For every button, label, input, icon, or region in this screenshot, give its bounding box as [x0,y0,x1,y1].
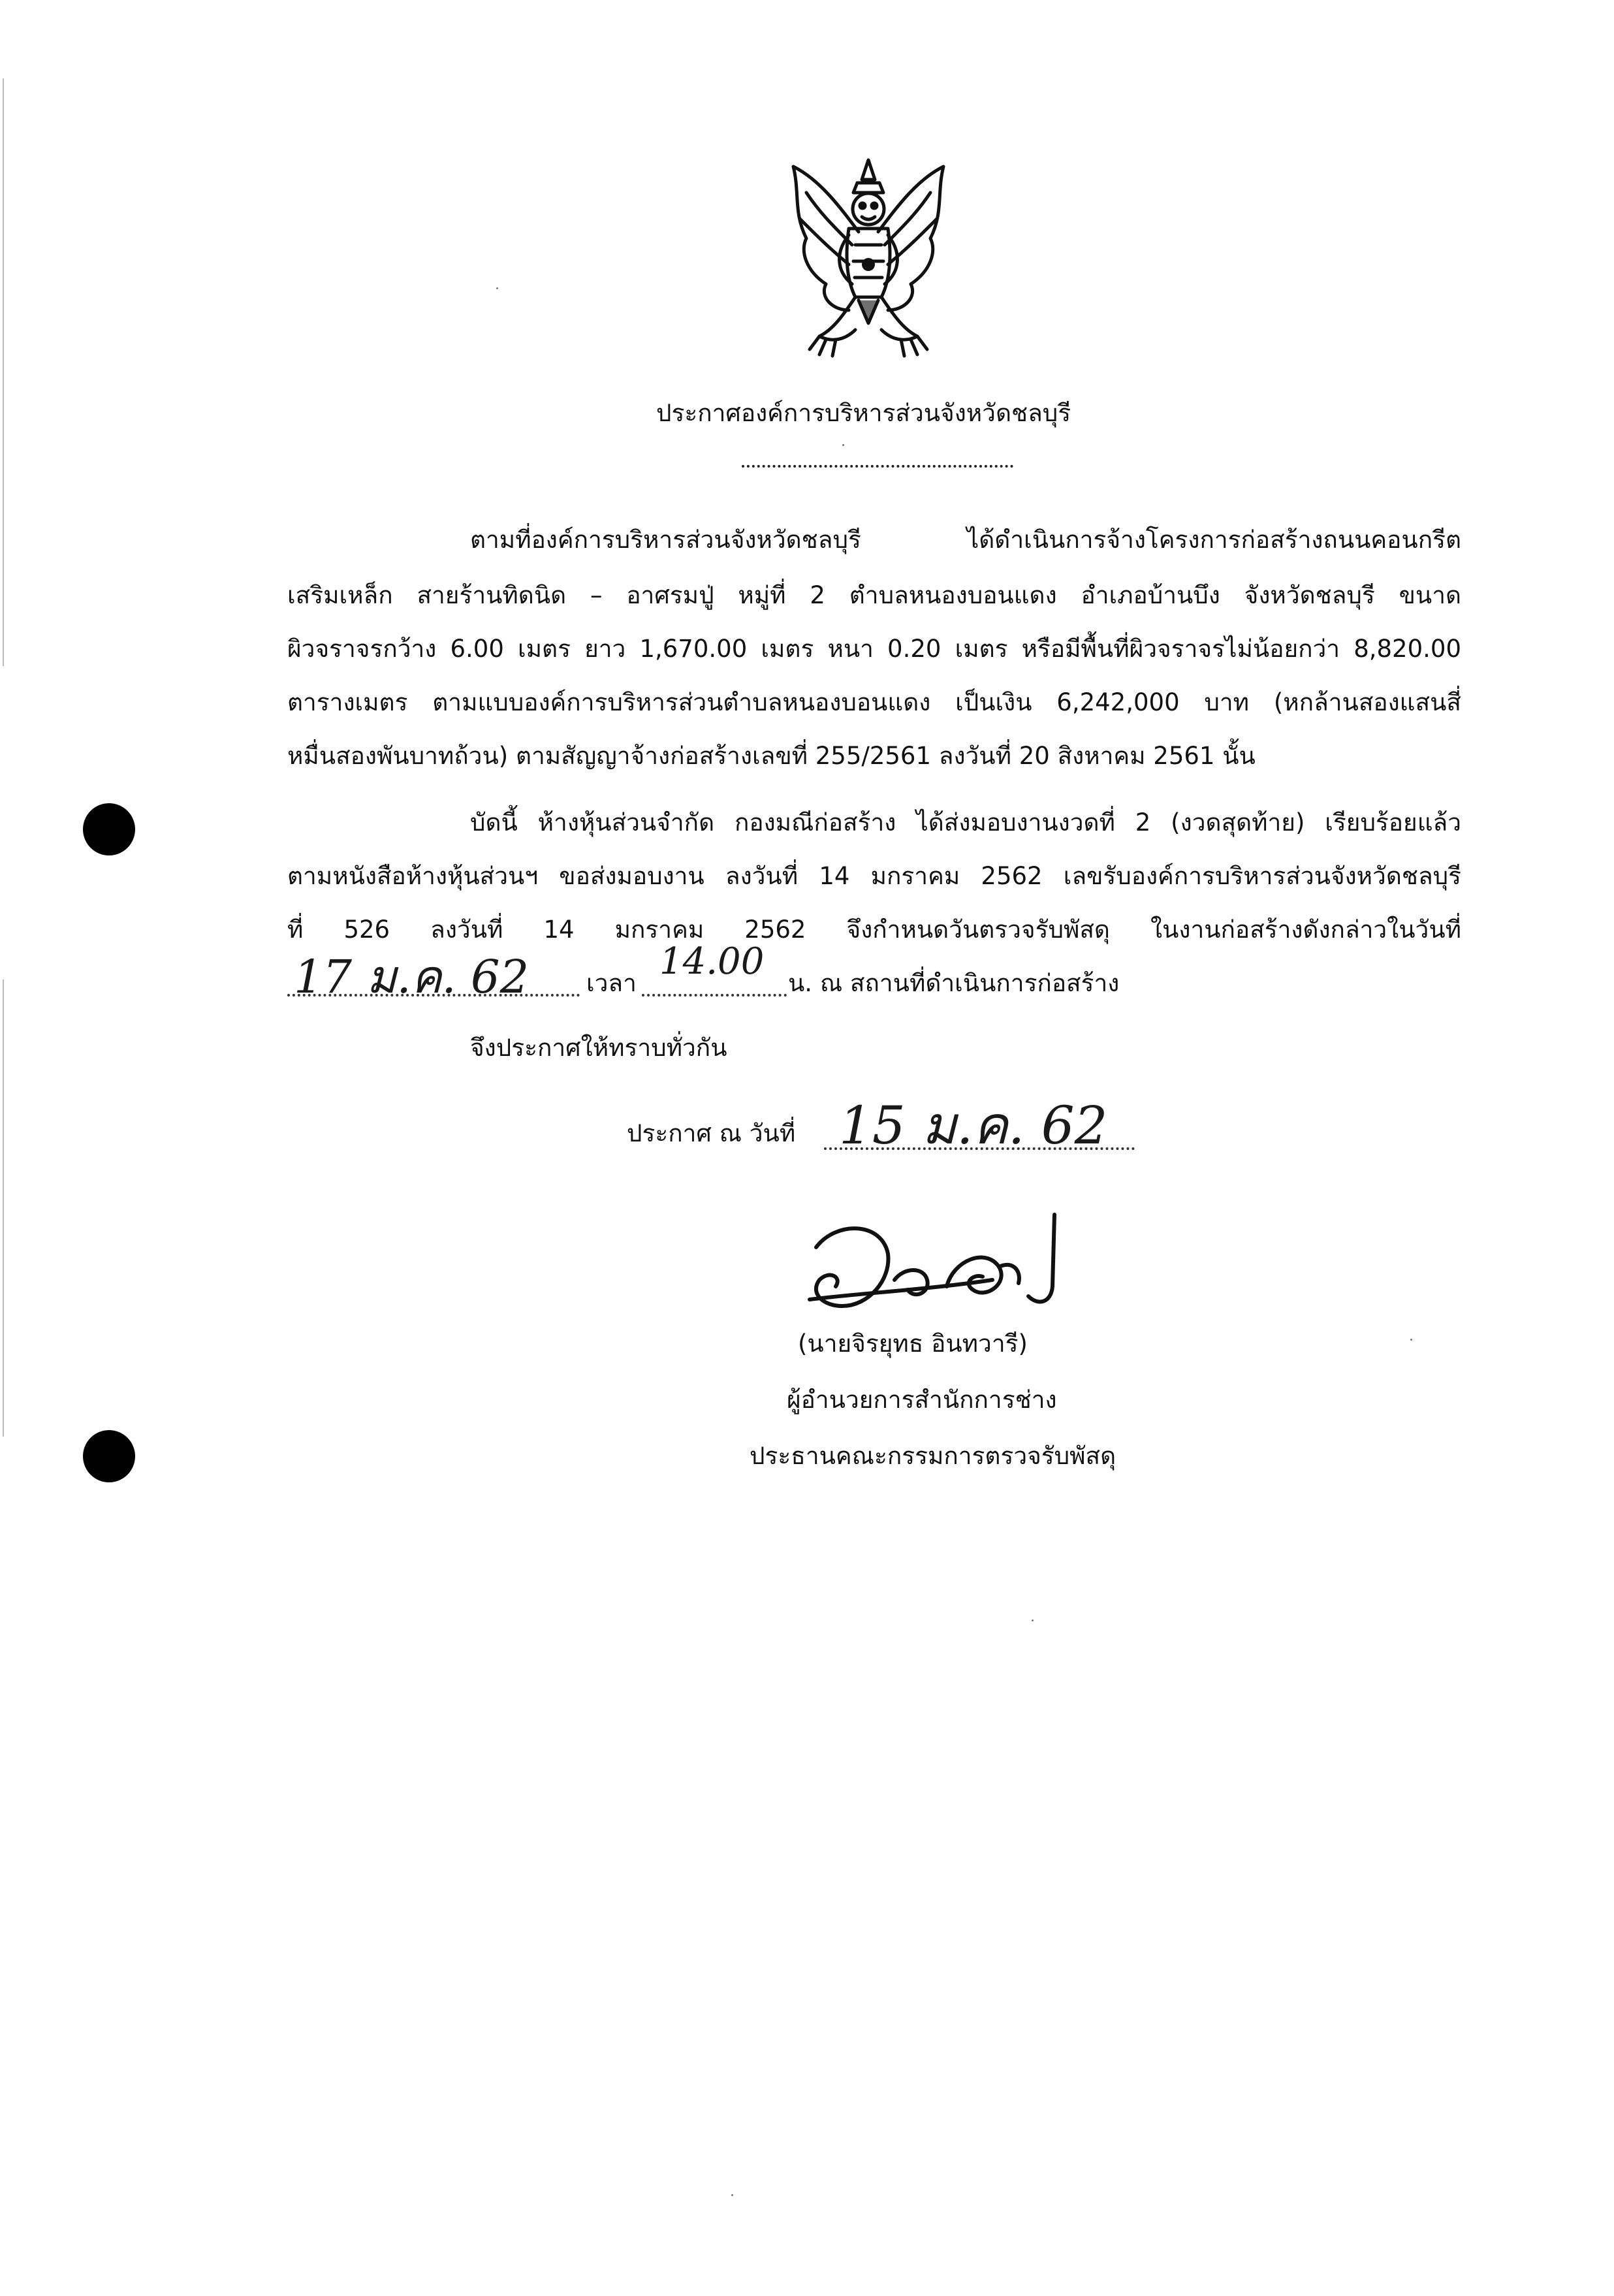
committee-position: ประธานคณะกรรมการตรวจรับพัสดุ [750,1442,1116,1470]
scan-edge-line [3,980,4,1437]
location-text: น. ณ สถานที่ดำเนินการก่อสร้าง [788,969,1120,997]
paragraph2-line: บัดนี้ ห้างหุ้นส่วนจำกัด กองมณีก่อสร้าง ได้ส่งมอบงานงวดที่ 2 (งวดสุดท้าย) เรียบร้อยแล้ว [470,808,1461,837]
paragraph2-line: ตามหนังสือห้างหุ้นส่วนฯ ขอส่งมอบงาน ลงวันที่ 14 มกราคม 2562 เลขรับองค์การบริหารส่วนจังหวัดชลบุรี [287,862,1461,890]
signer-position: ผู้อำนวยการสำนักการช่าง [787,1386,1057,1414]
binder-hole [83,803,135,855]
announce-date-label: ประกาศ ณ วันที่ [627,1119,796,1147]
signer-name: (นายจิรยุทธ อินทวารี) [798,1330,1028,1358]
title-separator [742,465,1013,468]
announcement-title: ประกาศองค์การบริหารส่วนจังหวัดชลบุรี [656,399,1071,427]
scan-speck [496,287,498,289]
paragraph1-line: ตารางเมตร ตามแบบองค์การบริหารส่วนตำบลหนองบอนแดง เป็นเงิน 6,242,000 บาท (หกล้านสองแสนสี่ [287,688,1461,716]
scan-speck [1410,1339,1412,1341]
time-label: เวลา [586,969,637,997]
scan-speck [1032,1619,1034,1621]
closing-text: จึงประกาศให้ทราบทั่วกัน [470,1034,727,1062]
garuda-emblem-icon [780,153,957,369]
paragraph1-line: ตามที่องค์การบริหารส่วนจังหวัดชลบุรี ได้ดำเนินการจ้างโครงการก่อสร้างถนนคอนกรีต [470,526,1461,554]
paragraph2-line: ที่ 526 ลงวันที่ 14 มกราคม 2562 จึงกำหนดวันตรวจรับพัสดุ ในงานก่อสร้างดังกล่าวในวันที่ [287,916,1461,944]
binder-hole [83,1430,135,1482]
inspection-time-handwritten: 14.00 [659,940,765,983]
time-fill-dots [642,994,787,997]
inspection-date-handwritten: 17 ม.ค. 62 [294,950,530,1004]
paragraph1-line: ผิวจราจรกว้าง 6.00 เมตร ยาว 1,670.00 เมตร หนา 0.20 เมตร หรือมีพื้นที่ผิวจราจรไม่น้อยกว่า 8,820.00 [287,635,1461,663]
announce-date-handwritten: 15 ม.ค. 62 [839,1095,1108,1156]
scan-speck [731,2194,733,2196]
scan-speck [842,444,844,446]
handwritten-signature [797,1208,1097,1326]
paragraph1-line: หมื่นสองพันบาทถ้วน) ตามสัญญาจ้างก่อสร้างเลขที่ 255/2561 ลงวันที่ 20 สิงหาคม 2561 นั้น [287,742,1256,770]
scan-edge-line [3,78,4,666]
paragraph1-line: เสริมเหล็ก สายร้านทิดนิด – อาศรมปู่ หมู่ที่ 2 ตำบลหนองบอนแดง อำเภอบ้านบึง จังหวัดชลบุรี ขนาด [287,581,1461,609]
